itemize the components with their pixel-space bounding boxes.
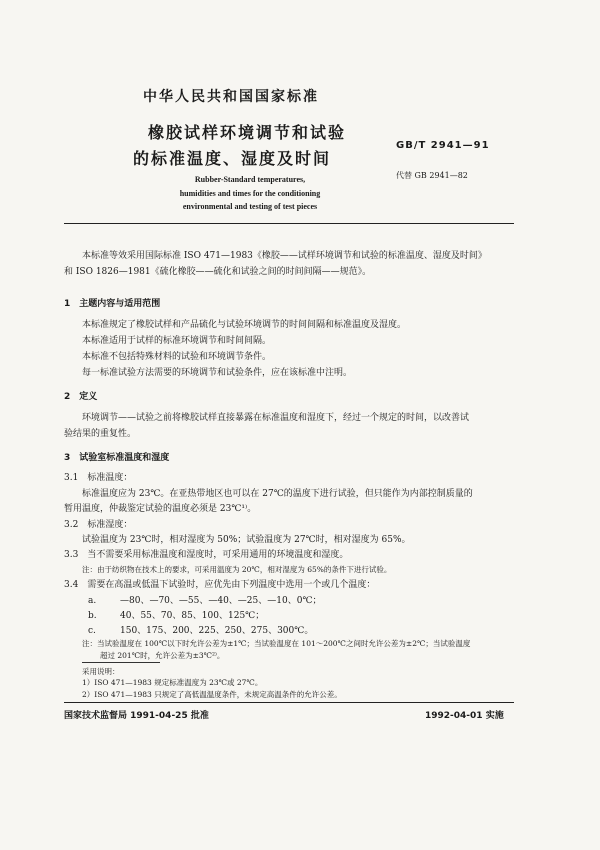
footnote-rule (82, 662, 160, 663)
list-item-c-label: c. (88, 626, 96, 636)
intro-line-1: 本标准等效采用国际标准 ISO 471—1983《橡胶——试样环境调节和试验的标准温度、湿度及时间》 (82, 251, 487, 261)
footer-divider (64, 702, 514, 703)
section-1-para-4: 每一标准试验方法需要的环境调节和试验条件，应在该标准中注明。 (82, 368, 353, 378)
clause-3-1-line-2: 暂用温度，仲裁鉴定试验的温度必须是 23℃¹⁾。 (64, 504, 257, 514)
list-item-c-text: 150、175、200、225、250、275、300℃。 (120, 626, 314, 636)
section-3-heading: 3 试验室标准温度和湿度 (64, 453, 170, 463)
english-title-line-1: Rubber-Standard temperatures, (194, 175, 306, 184)
approval-date: 国家技术监督局 1991-04-25 批准 (64, 711, 209, 721)
clause-3-3: 3.3 当不需要采用标准温度和湿度时，可采用通用的环境温度和湿度。 (64, 550, 349, 560)
title-line-2: 的标准温度、湿度及时间 (133, 149, 332, 168)
section-1-para-3: 本标准不包括特殊材料的试验和环境调节条件。 (82, 352, 272, 362)
title-line-1: 橡胶试样环境调节和试验 (148, 123, 347, 142)
standard-code: GB/T 2941—91 (396, 140, 490, 151)
tolerance-note-line-1: 注：当试验温度在 100℃以下时允许公差为±1℃；当试验温度在 101～200℃之间时允许公差为±2℃；当试验温度 (82, 639, 471, 648)
list-item-b-text: 40、55、70、85、100、125℃； (120, 611, 265, 621)
list-item-b-label: b. (88, 611, 97, 621)
clause-3-2-title: 3.2 标准湿度： (64, 520, 133, 530)
footnote-2: 2）ISO 471—1983 只规定了高低温温度条件，未规定高温条件的允许公差。 (82, 690, 342, 699)
clause-3-2-line-1: 试验温度为 23℃时，相对湿度为 50%；试验温度为 27℃时，相对湿度为 65%。 (82, 535, 411, 545)
intro-line-2: 和 ISO 1826—1981《硫化橡胶——硫化和试验之间的时间间隔——规范》。 (64, 267, 372, 277)
header-divider (64, 223, 514, 224)
clause-3-1-line-1: 标准温度应为 23℃。在亚热带地区也可以在 27℃的温度下进行试验，但只能作为内部控制质量的 (82, 489, 473, 499)
section-2-para-1: 环境调节——试验之前将橡胶试样直接暴露在标准温度和湿度下，经过一个规定的时间，以改善试 (82, 413, 470, 423)
section-1-para-1: 本标准规定了橡胶试样和产品硫化与试验环境调节的时间间隔和标准温度及湿度。 (82, 320, 407, 330)
section-1-para-2: 本标准适用于试样的标准环境调节和时间间隔。 (82, 336, 272, 346)
clause-3-4: 3.4 需要在高温或低温下试验时，应优先由下列温度中选用一个或几个温度： (64, 580, 376, 590)
section-2-heading: 2 定义 (64, 392, 98, 402)
footnote-title: 采用说明： (82, 667, 120, 676)
list-item-a-label: a. (88, 596, 97, 606)
english-title-line-3: environmental and testing of test pieces (182, 202, 318, 211)
section-1-heading: 1 主题内容与适用范围 (64, 299, 161, 309)
clause-3-1-title: 3.1 标准温度： (64, 473, 133, 483)
replaces-code: 代替 GB 2941—82 (396, 171, 468, 180)
section-2-para-2: 验结果的重复性。 (64, 429, 137, 439)
footnote-1: 1）ISO 471—1983 规定标准温度为 23℃或 27℃。 (82, 678, 263, 687)
english-title-line-2: humidities and times for the conditioning (179, 189, 321, 198)
issuing-country-standard: 中华人民共和国国家标准 (143, 89, 319, 105)
list-item-a-text: —80、—70、—55、—40、—25、—10、0℃； (120, 596, 322, 606)
clause-3-3-note: 注：由于纺织物在技术上的要求，可采用温度为 20℃，相对湿度为 65%的条件下进行试验。 (82, 565, 392, 574)
effective-date: 1992-04-01 实施 (425, 711, 504, 721)
tolerance-note-line-2: 超过 201℃时，允许公差为±3℃²⁾。 (100, 651, 225, 660)
